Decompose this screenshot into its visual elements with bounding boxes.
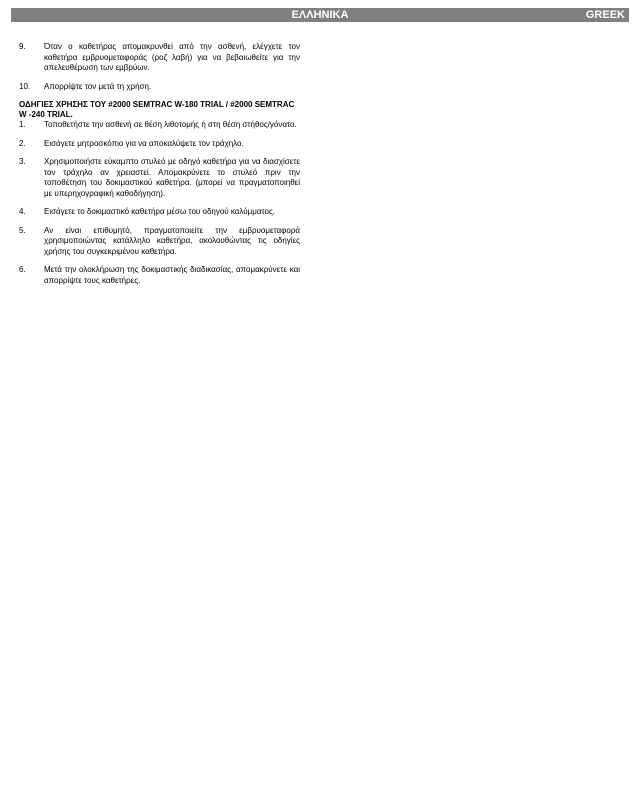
list-item bbox=[19, 157, 300, 199]
step-text: Χρησιμοποιήστε εύκαμπτο στυλεό με οδηγό καθετήρα για να διασχίσετε τον τράχηλο αν χρειαστεί. Απομακρύνετε το στυλεό πριν την τοποθέτηση του δοκιμαστικού καθετήρα. (μπορεί να πραγματοποιηθεί με υπερηχογραφική καθοδήγηση). bbox=[44, 157, 300, 198]
list-item bbox=[19, 226, 300, 258]
list-item bbox=[19, 265, 300, 286]
language-header-bar bbox=[11, 8, 629, 22]
item-number: 9. bbox=[19, 42, 26, 51]
item-text: Απορρίψτε τον μετά τη χρήση. bbox=[44, 81, 152, 91]
step-number: 2. bbox=[19, 138, 26, 148]
step-number: 3. bbox=[19, 157, 26, 166]
list-item bbox=[19, 207, 300, 218]
step-number: 6. bbox=[19, 265, 26, 274]
language-english-label: GREEK bbox=[585, 9, 625, 21]
step-text: Τοποθετήστε την ασθενή σε θέση λιθοτομής ή στη θέση στήθος/γόνατο. bbox=[44, 120, 297, 129]
step-text: Μετά την ολοκλήρωση της δοκιμαστικής διαδικασίας, απομακρύνετε και απορρίψτε τους καθετήρες. bbox=[44, 265, 300, 285]
list-item bbox=[19, 82, 300, 93]
step-text: Εισάγετε το δοκιμαστικό καθετήρα μέσω του οδηγού καλύμματος. bbox=[44, 207, 276, 216]
step-number: 4. bbox=[19, 207, 26, 216]
item-number: 10. bbox=[19, 81, 31, 91]
instructions-content bbox=[19, 42, 300, 294]
step-text: Εισάγετε μητροσκόπιο για να αποκαλύψετε τον τράχηλο. bbox=[44, 138, 244, 148]
list-item bbox=[19, 139, 300, 150]
list-item bbox=[19, 120, 300, 131]
step-number: 5. bbox=[19, 225, 26, 235]
step-text: Αν είναι επιθυμητό, πραγματοποιείτε την εμβρυομεταφορά χρησιμοποιώντας κατάλληλο καθετήρα, ακολουθώντας τις οδηγίες χρήσης του συγκεκριμένου καθετήρα. bbox=[44, 225, 300, 256]
section-heading: ΟΔΗΓΙΕΣ ΧΡΗΣΗΣ ΤΟΥ #2000 SEMTRAC W-180 TRIAL / #2000 SEMTRAC W -240 TRIAL. bbox=[19, 100, 295, 119]
item-text: Όταν ο καθετήρας απομακρυνθεί από την ασθενή, ελέγχετε τον καθετήρα εμβρυομεταφοράς (ροζ λαβή) για να βεβαιωθείτε για την απελευθέρωση των εμβρύων. bbox=[44, 42, 300, 72]
language-native-label: ΕΛΛΗΝΙΚΑ bbox=[291, 9, 349, 21]
list-item bbox=[19, 42, 300, 74]
step-number: 1. bbox=[19, 120, 26, 129]
